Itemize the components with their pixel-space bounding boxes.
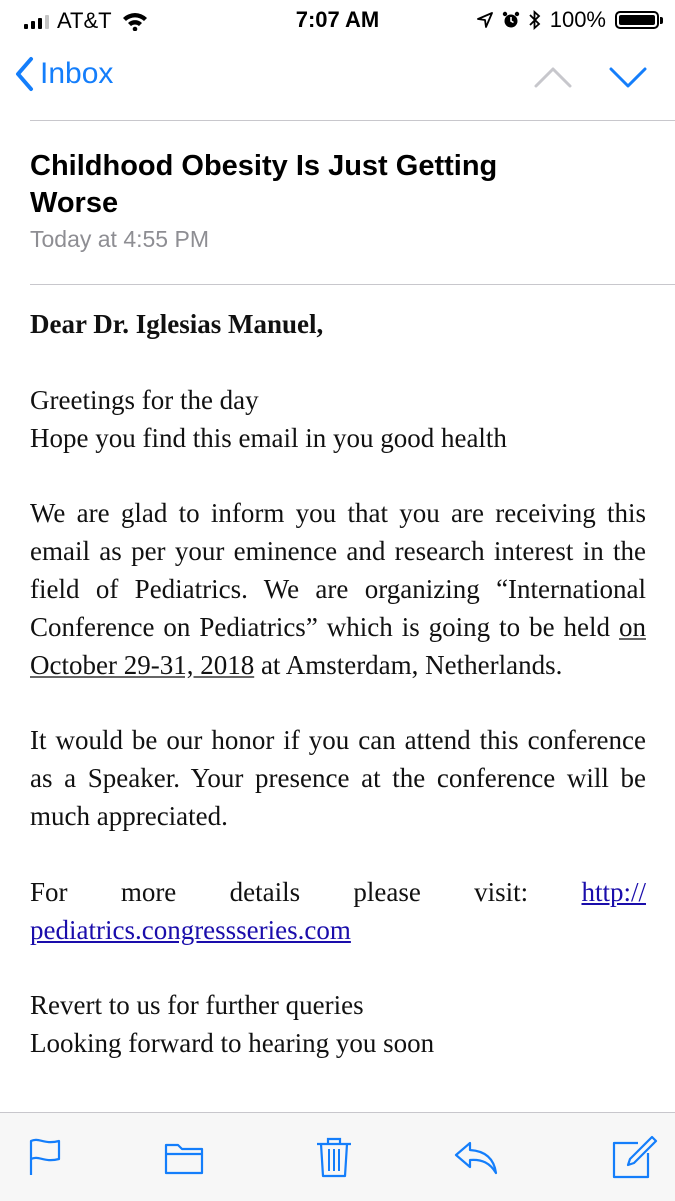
nav-bar — [0, 44, 675, 112]
closing-line-1: Revert to us for further queries — [30, 990, 364, 1021]
chevron-down-icon — [606, 58, 650, 94]
body-divider — [30, 284, 675, 285]
invitation-text: We are glad to inform you that you are receiving this email as per your eminence and research interest in the field of Pediatrics. We are organizing “International Conference on Pediatrics” which is going to be held — [30, 498, 646, 642]
greeting: Dear Dr. Iglesias Manuel, — [30, 309, 324, 339]
email-subject: Childhood Obesity Is Just Getting Worse — [30, 150, 498, 219]
compose-button[interactable] — [610, 1135, 654, 1179]
status-bar — [0, 0, 675, 40]
chevron-up-icon — [531, 58, 575, 94]
bluetooth-icon — [529, 10, 541, 30]
location-icon — [477, 12, 493, 28]
alarm-icon — [502, 11, 520, 29]
flag-button[interactable] — [24, 1135, 68, 1179]
conference-dates: on October 29-31, 2018 — [30, 611, 646, 680]
email-body — [30, 306, 646, 1063]
status-right — [477, 7, 659, 33]
next-message-button[interactable] — [606, 58, 650, 94]
back-label: Inbox — [40, 57, 114, 90]
conference-location: at Amsterdam, Netherlands. — [254, 649, 563, 680]
move-to-folder-button[interactable] — [162, 1135, 206, 1179]
status-time: 7:07 AM — [295, 7, 380, 32]
battery-icon — [615, 11, 659, 29]
bottom-toolbar — [0, 1112, 675, 1201]
wellwish-line: Hope you find this email in you good health — [30, 422, 507, 453]
back-to-inbox-button[interactable] — [14, 56, 113, 92]
carrier-label: AT&T — [57, 8, 112, 33]
invitation-paragraph — [30, 495, 646, 684]
delete-button[interactable] — [312, 1135, 356, 1179]
website-link[interactable]: pediatrics.congressseries.com — [30, 914, 351, 945]
details-line — [30, 874, 646, 912]
website-link-part1[interactable]: http:// — [581, 876, 646, 907]
greeting-line: Greetings for the day — [30, 384, 259, 415]
compose-icon — [610, 1135, 658, 1181]
folder-icon — [162, 1135, 206, 1179]
closing-line-2: Looking forward to hearing you soon — [30, 1028, 435, 1059]
flag-icon — [24, 1135, 68, 1179]
email-date: Today at 4:55 PM — [30, 226, 209, 252]
speaker-paragraph: It would be our honor if you can attend this conference as a Speaker. Your presence at the conference will be much appreciated. — [30, 725, 646, 831]
previous-message-button[interactable] — [531, 58, 575, 94]
reply-button[interactable] — [452, 1135, 496, 1179]
reply-icon — [452, 1135, 500, 1179]
details-label: For more details please visit: — [30, 876, 582, 907]
trash-icon — [312, 1135, 356, 1179]
battery-percent: 100% — [549, 7, 606, 32]
details-link-line — [30, 912, 646, 950]
header-divider — [30, 120, 675, 121]
chevron-left-icon — [14, 56, 34, 92]
